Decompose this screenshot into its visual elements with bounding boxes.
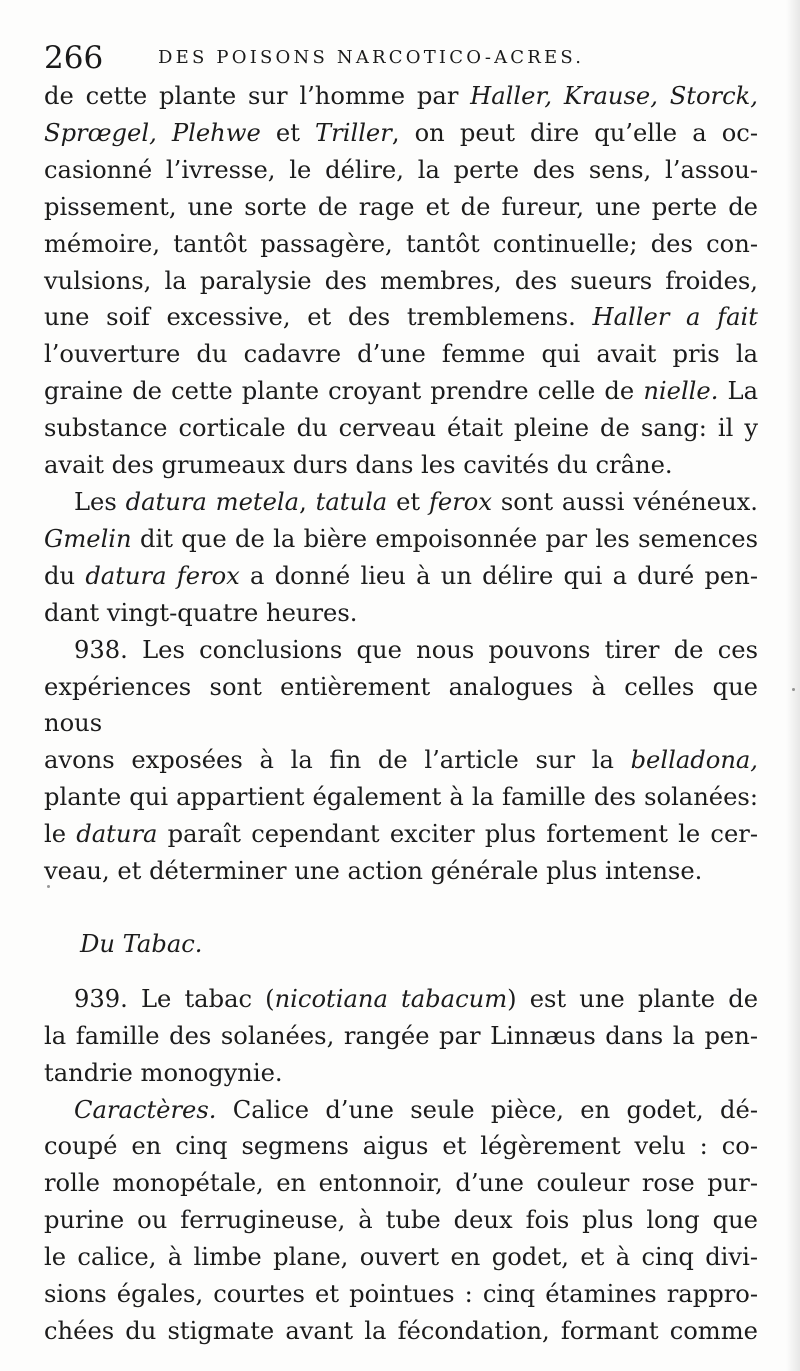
plant-name: tatula	[315, 487, 388, 516]
text-run: a donné lieu à un délire qui a duré pen-	[239, 561, 759, 590]
text-line: pissement, une sorte de rage et de fureur, une perte de	[44, 192, 758, 221]
text-run: La	[718, 377, 758, 406]
text-run: du	[44, 561, 86, 590]
text-line: purine ou ferrugineuse, à tube deux fois plus long que	[44, 1206, 758, 1235]
plant-name: datura	[76, 820, 158, 849]
text-line: mémoire, tantôt passagère, tantôt continuelle; des con-	[44, 229, 758, 258]
text-line: tandrie monogynie.	[44, 1058, 283, 1087]
plant-name: belladona,	[630, 746, 758, 775]
text-line: 938. Les conclusions que nous pouvons tirer de ces	[74, 635, 758, 664]
text-line	[44, 1092, 758, 1129]
plant-name: nicotiana tabacum	[274, 984, 508, 1013]
text-run: et	[387, 487, 429, 516]
paragraph	[44, 78, 758, 484]
text-line	[44, 981, 758, 1018]
text-line: casionné l’ivresse, le délire, la perte des sens, l’assou-	[44, 155, 758, 184]
plant-name: datura ferox	[85, 561, 240, 590]
section-label: Caractères.	[74, 1095, 217, 1124]
text-line: l’ouverture du cadavre d’une femme qui avait pris la	[44, 340, 758, 369]
text-run: sont aussi vénéneux.	[491, 487, 758, 516]
plant-name: datura metela	[125, 487, 300, 516]
text-line	[44, 373, 758, 410]
text-line: plante qui appartient également à la famille des solanées:	[44, 783, 758, 812]
text-run: paraît cependant exciter plus fortement le cer-	[157, 820, 758, 849]
text-run: le	[44, 820, 77, 849]
text-run: une soif excessive, et des tremblemens.	[44, 303, 593, 332]
text-run: dit que de la bière empoisonnée par les semences	[131, 524, 758, 553]
text-line	[44, 816, 758, 853]
text-line	[44, 78, 758, 115]
author-name: Triller	[315, 118, 392, 147]
author-names: Haller, Krause, Storck,	[470, 82, 758, 110]
text-line: dant vingt-quatre heures.	[44, 598, 358, 627]
section-title-text: Du Tabac.	[80, 929, 203, 958]
text-line: coupé en cinq segmens aigus et légèrement velu : co-	[44, 1132, 758, 1161]
paragraph-continued	[44, 1128, 758, 1349]
text-line	[44, 521, 758, 558]
plant-name: ferox	[428, 487, 492, 516]
text-line: veau, et déterminer une action générale plus intense.	[44, 857, 703, 886]
text-run: ,	[299, 487, 316, 516]
body-text	[44, 78, 758, 1350]
text-line	[44, 299, 758, 336]
text-line: avait des grumeaux durs dans les cavités du crâne.	[44, 451, 673, 480]
text-run: Calice d’une seule pièce, en godet, dé-	[216, 1095, 758, 1124]
ink-speck	[47, 885, 50, 888]
text-run: et	[260, 118, 316, 147]
paragraph-continued	[44, 669, 758, 890]
text-line: expériences sont entièrement analogues à celles que nous	[44, 672, 758, 738]
text-line: substance corticale du cerveau était pleine de sang: il y	[44, 414, 758, 443]
running-title: DES POISONS NARCOTICO-ACRES.	[158, 47, 585, 68]
text-line: le calice, à limbe plane, ouvert en godet, et à cinq divi-	[44, 1243, 758, 1272]
paragraph	[44, 1092, 758, 1129]
author-names: Sprœgel, Plehwe	[44, 118, 261, 147]
paragraph-continued	[44, 1018, 758, 1092]
text-line: vulsions, la paralysie des membres, des sueurs froides,	[44, 266, 758, 295]
paragraph-continued	[44, 521, 758, 632]
text-line	[44, 484, 758, 521]
author-name: Haller a fait	[592, 303, 758, 332]
page-number: 266	[44, 40, 104, 76]
text-run: , on peut dire qu’elle a oc-	[391, 118, 758, 147]
text-line: la famille des solanées, rangée par Linnæus dans la pen-	[44, 1021, 758, 1050]
text-run: avons exposées à la fin de l’article sur la	[44, 746, 631, 775]
page-header	[44, 40, 764, 80]
text-line: rolle monopétale, en entonnoir, d’une couleur rose pur-	[44, 1169, 758, 1198]
text-run: Les	[74, 487, 126, 516]
section-heading	[44, 926, 758, 963]
author-name: Gmelin	[44, 524, 132, 553]
paragraph	[44, 484, 758, 521]
text-line	[44, 115, 758, 152]
text-run: 939. Le tabac (	[74, 984, 275, 1013]
text-line: sions égales, courtes et pointues : cinq étamines rappro-	[44, 1280, 758, 1309]
text-line	[44, 558, 758, 595]
text-run: ) est une plante de	[507, 984, 759, 1013]
text-run: graine de cette plante croyant prendre celle de	[44, 377, 644, 406]
paragraph	[44, 981, 758, 1018]
paragraph	[44, 632, 758, 669]
text-line	[44, 742, 758, 779]
text-run: de cette plante sur l’homme par	[44, 82, 471, 110]
plant-name: nielle.	[643, 377, 719, 406]
ink-speck	[792, 688, 795, 691]
text-line: chées du stigmate avant la fécondation, formant comme	[44, 1317, 758, 1345]
